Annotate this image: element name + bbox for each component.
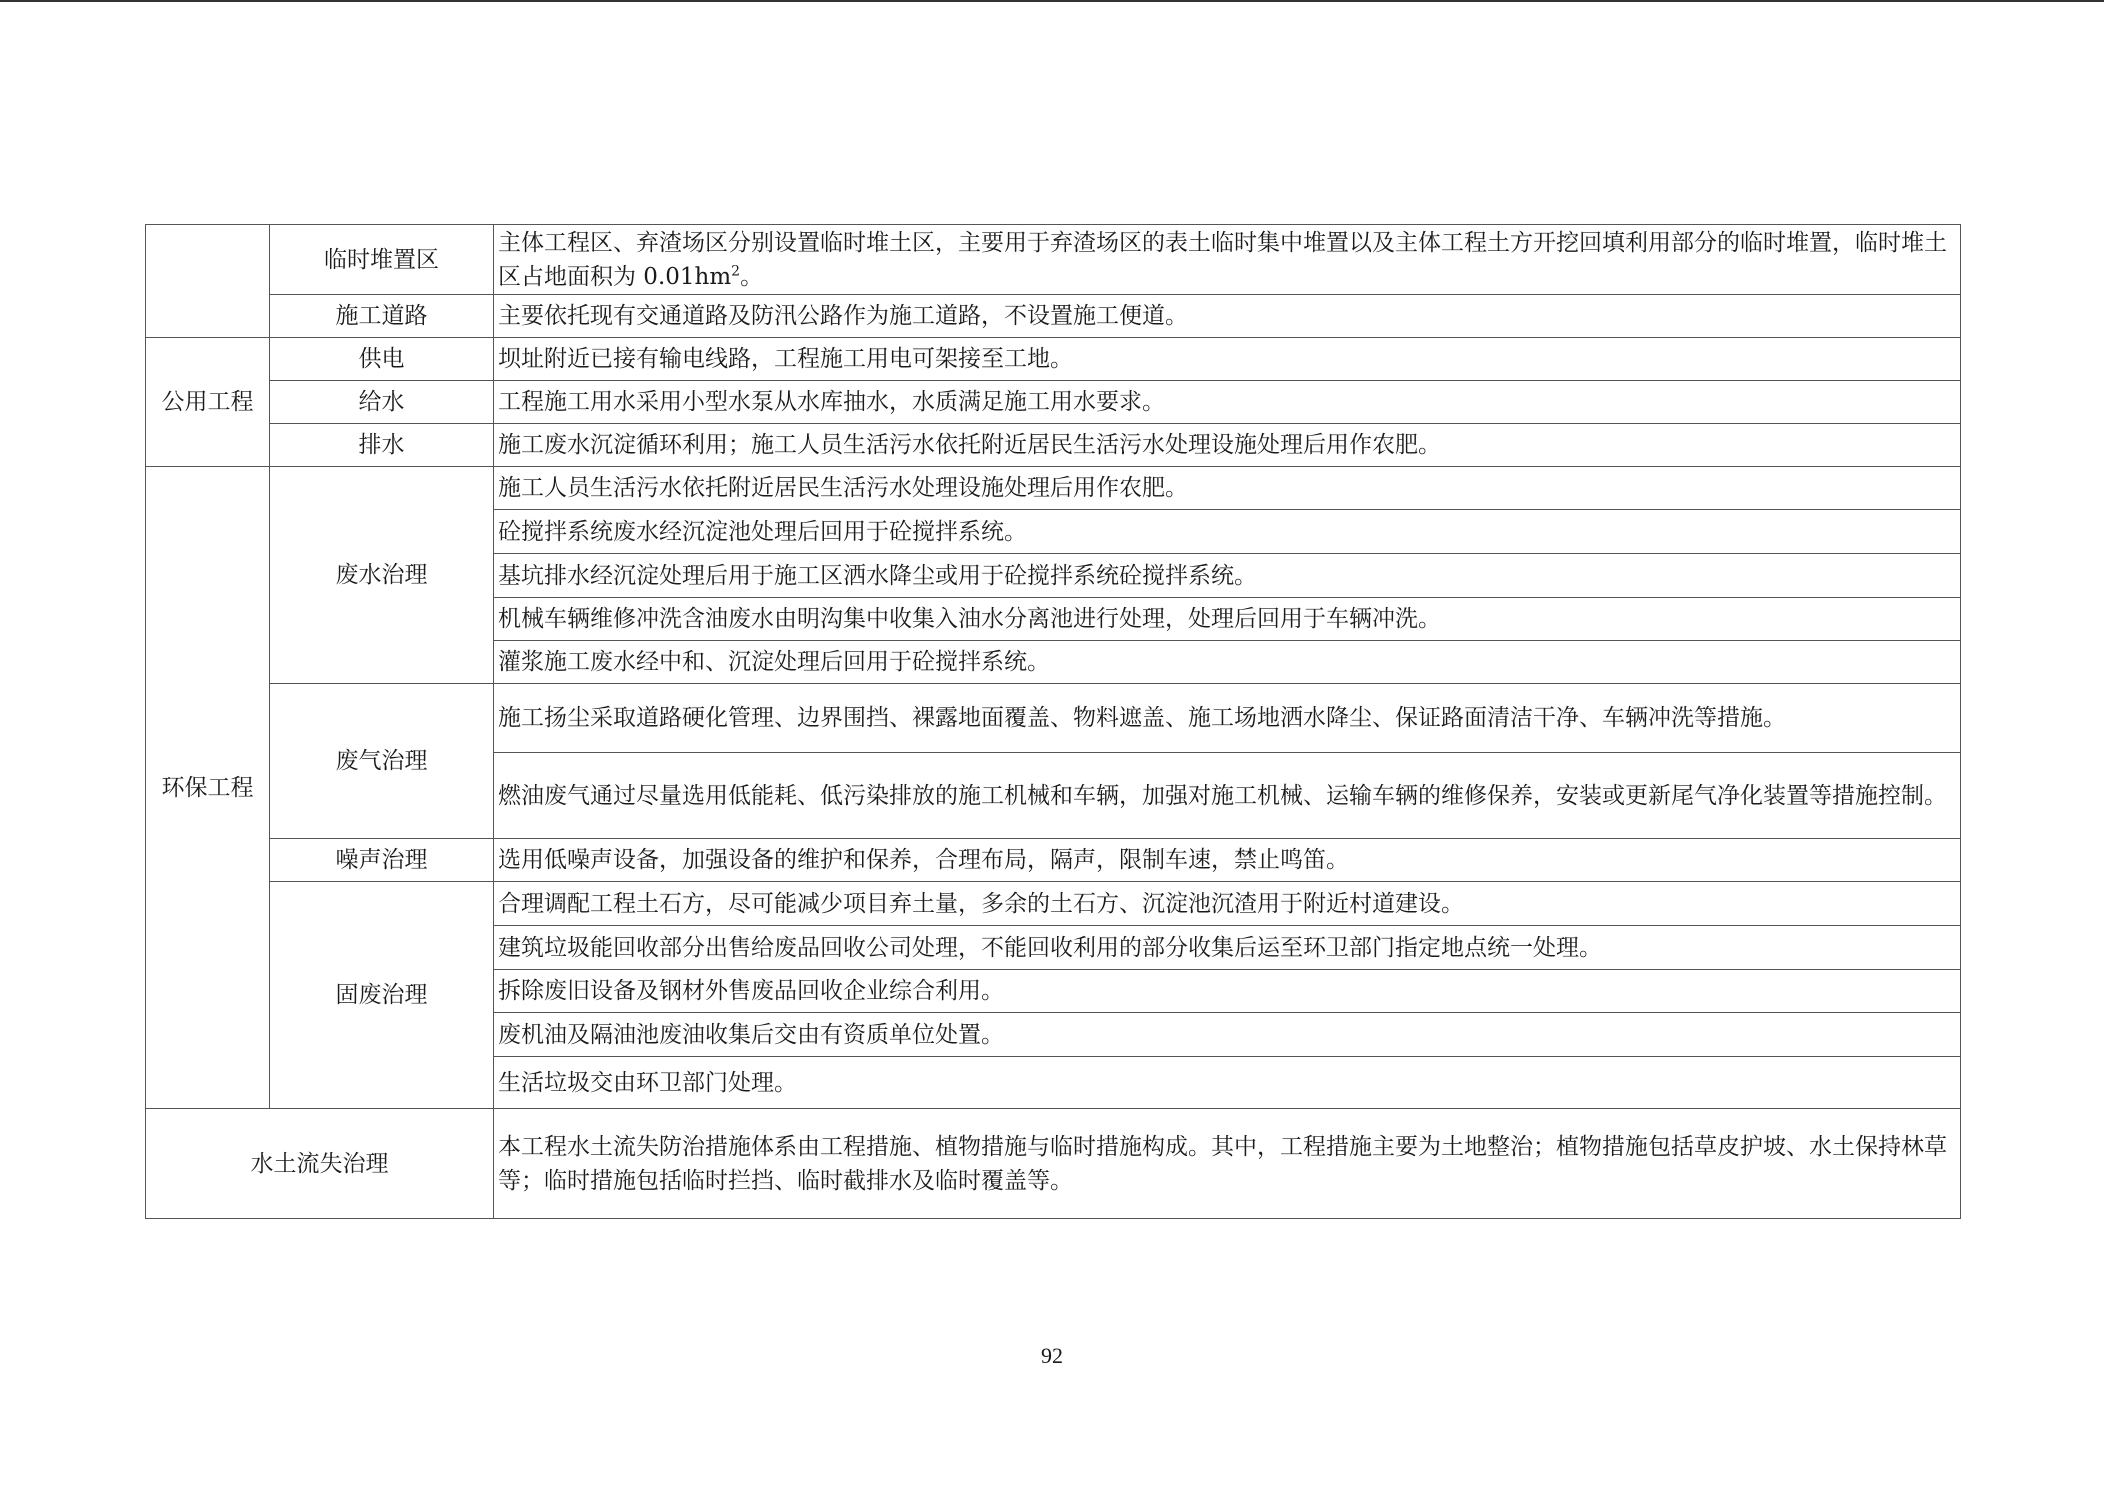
- item-desc-solid-1: 合理调配工程土石方，尽可能减少项目弃土量，多余的土石方、沉淀池沉渣用于附近村道建设。: [494, 882, 1961, 926]
- item-desc-solid-5: 生活垃圾交由环卫部门处理。: [494, 1057, 1961, 1109]
- table-row-water-supply: [146, 381, 1961, 424]
- table-row-construction-road: [146, 295, 1961, 338]
- item-label-water-supply: 给水: [270, 381, 494, 424]
- item-desc-gas-1: 施工扬尘采取道路硬化管理、边界围挡、裸露地面覆盖、物料遮盖、施工场地洒水降尘、保证路面清洁干净、车辆冲洗等措施。: [494, 684, 1961, 753]
- item-desc-wastewater-5: 灌浆施工废水经中和、沉淀处理后回用于砼搅拌系统。: [494, 641, 1961, 684]
- item-desc-drainage: 施工废水沉淀循环利用；施工人员生活污水依托附近居民生活污水处理设施处理后用作农肥。: [494, 424, 1961, 467]
- item-label-drainage: 排水: [270, 424, 494, 467]
- item-desc-power: 坝址附近已接有输电线路，工程施工用电可架接至工地。: [494, 338, 1961, 381]
- table-row-drainage: [146, 424, 1961, 467]
- table-row-noise: [146, 839, 1961, 882]
- category-cell-empty: [146, 225, 270, 338]
- item-desc-noise: 选用低噪声设备，加强设备的维护和保养，合理布局，隔声，限制车速，禁止鸣笛。: [494, 839, 1961, 882]
- item-desc-wastewater-3: 基坑排水经沉淀处理后用于施工区洒水降尘或用于砼搅拌系统砼搅拌系统。: [494, 554, 1961, 598]
- item-desc-solid-3: 拆除废旧设备及钢材外售废品回收企业综合利用。: [494, 970, 1961, 1013]
- category-environmental: 环保工程: [146, 467, 270, 1109]
- table-row-power: [146, 338, 1961, 381]
- item-label-wastewater: 废水治理: [270, 467, 494, 684]
- item-desc-water-supply: 工程施工用水采用小型水泵从水库抽水，水质满足施工用水要求。: [494, 381, 1961, 424]
- item-label-power: 供电: [270, 338, 494, 381]
- project-composition-table: [145, 224, 1961, 1219]
- table-row-soil-erosion: [146, 1109, 1961, 1219]
- item-desc-construction-road: 主要依托现有交通道路及防汛公路作为施工道路，不设置施工便道。: [494, 295, 1961, 338]
- table-row-gas-1: [146, 684, 1961, 753]
- item-desc-wastewater-2: 砼搅拌系统废水经沉淀池处理后回用于砼搅拌系统。: [494, 510, 1961, 554]
- page-number: 92: [1041, 1343, 1063, 1368]
- item-desc-gas-2: 燃油废气通过尽量选用低能耗、低污染排放的施工机械和车辆，加强对施工机械、运输车辆的维修保养，安装或更新尾气净化装置等措施控制。: [494, 753, 1961, 839]
- item-desc-wastewater-4: 机械车辆维修冲洗含油废水由明沟集中收集入油水分离池进行处理，处理后回用于车辆冲洗。: [494, 598, 1961, 641]
- top-border-line: [0, 0, 2104, 2]
- table-row-wastewater-1: [146, 467, 1961, 510]
- table-row-solid-1: [146, 882, 1961, 926]
- item-label-soil-erosion: 水土流失治理: [146, 1109, 494, 1219]
- item-desc-temp-storage: 主体工程区、弃渣场区分别设置临时堆土区，主要用于弃渣场区的表土临时集中堆置以及主体工程土方开挖回填利用部分的临时堆置，临时堆土区占地面积为 $0.01hm^2$。: [494, 225, 1961, 295]
- item-desc-solid-4: 废机油及隔油池废油收集后交由有资质单位处置。: [494, 1013, 1961, 1057]
- item-label-temp-storage: 临时堆置区: [270, 225, 494, 295]
- item-label-construction-road: 施工道路: [270, 295, 494, 338]
- item-desc-soil-erosion: 本工程水土流失防治措施体系由工程措施、植物措施与临时措施构成。其中，工程措施主要为土地整治；植物措施包括草皮护坡、水土保持林草等；临时措施包括临时拦挡、临时截排水及临时覆盖等。: [494, 1109, 1961, 1219]
- item-desc-solid-2: 建筑垃圾能回收部分出售给废品回收公司处理，不能回收利用的部分收集后运至环卫部门指定地点统一处理。: [494, 926, 1961, 970]
- item-label-gas: 废气治理: [270, 684, 494, 839]
- item-desc-wastewater-1: 施工人员生活污水依托附近居民生活污水处理设施处理后用作农肥。: [494, 467, 1961, 510]
- item-label-solid: 固废治理: [270, 882, 494, 1109]
- table-row-temp-storage: [146, 225, 1961, 295]
- item-label-noise: 噪声治理: [270, 839, 494, 882]
- category-public-utilities: 公用工程: [146, 338, 270, 467]
